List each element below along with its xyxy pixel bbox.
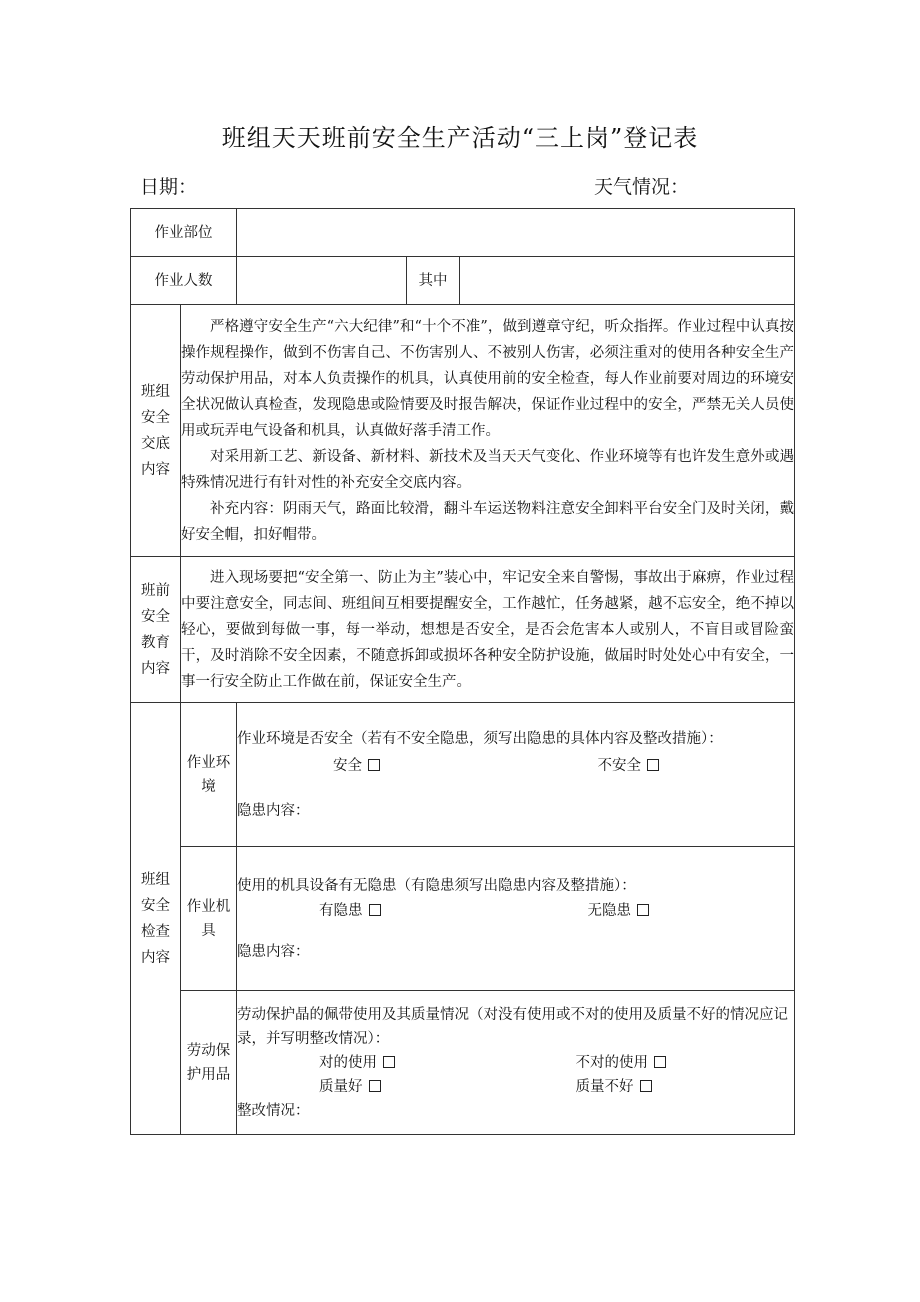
briefing-label: 班组 安全 交底 内容 — [131, 305, 181, 557]
safe-option[interactable]: 安全 — [237, 754, 530, 778]
education-paragraph: 进入现场要把“安全第一、防止为主”装心中，牢记安全来自警惕，事故出于麻痹，作业过程中要注意安全，同志间、班组间互相要提醒安全，工作越忙，任务越紧，越不忘安全，绝不掉以轻心，要做到每做一事，每一举动，想想是否安全，是否会危害本人或别人，不盲目或冒险蛮干，及时消除不安全因素，不随意拆卸或损坏各种安全防护设施，做届时时处处心中有安全，一事一行安全防止工作做在前，保证安全生产。 — [181, 569, 795, 690]
checkbox-icon[interactable] — [369, 904, 381, 916]
ppe-question: 劳动保护晶的佩带使用及其质量情况（对没有使用或不对的使用及质量不好的情况应记录，并写明整改情况）： — [237, 1006, 788, 1047]
environment-check — [237, 703, 795, 847]
checkbox-icon[interactable] — [647, 759, 659, 771]
machinery-check — [237, 847, 795, 991]
checkbox-icon[interactable] — [654, 1056, 666, 1068]
among-label: 其中 — [407, 257, 460, 305]
checkbox-icon[interactable] — [637, 904, 649, 916]
checkbox-icon[interactable] — [368, 759, 380, 771]
briefing-paragraph: 对采用新工艺、新设备、新材料、新技术及当天天气变化、作业环境等有也许发生意外或遇特殊情况进行有针对性的补充安全交底内容。 — [181, 448, 795, 491]
education-label: 班前 安全 教育 内容 — [131, 557, 181, 703]
incorrect-use-option[interactable]: 不对的使用 — [538, 1051, 795, 1075]
among-field[interactable] — [460, 257, 795, 305]
unsafe-option[interactable]: 不安全 — [530, 754, 795, 778]
machinery-label: 作业机 具 — [181, 847, 237, 991]
poor-quality-option[interactable]: 质量不好 — [538, 1075, 795, 1099]
environment-question: 作业环境是否安全（若有不安全隐患，须写出隐患的具体内容及整改措施）： — [237, 730, 723, 747]
page-title: 班组天天班前安全生产活动“三上岗”登记表 — [221, 124, 699, 152]
rectification-note: 整改情况： — [237, 1102, 310, 1119]
checkbox-icon[interactable] — [383, 1056, 395, 1068]
has-hazard-option[interactable]: 有隐患 — [237, 899, 526, 923]
date-label: 日期： — [140, 176, 198, 198]
briefing-paragraph: 严格遵守安全生产“六大纪律”和“十个不准”，做到遵章守纪，听众指挥。作业过程中认真按操作规程操作，做到不伤害自己、不伤害别人、不被别人伤害，必须注重对的使用各种安全生产劳动保护用品，对本人负责操作的机具，认真使用前的安全检查，每人作业前要对周边的环境安全状况做认真检查，发现隐患或险情要及时报告解决，保证作业过程中的安全，严禁无关人员使用或玩弄电气设备和机具，认真做好落手清工作。 — [181, 318, 795, 439]
machinery-question: 使用的机具设备有无隐患（有隐患须写出隐患内容及整措施）： — [237, 877, 636, 894]
checkbox-icon[interactable] — [640, 1080, 652, 1092]
checkbox-icon[interactable] — [369, 1080, 381, 1092]
briefing-content — [181, 305, 795, 557]
inspection-label: 班组 安全 检查 内容 — [131, 703, 181, 1135]
briefing-supplement: 补充内容：阴雨天气，路面比较滑，翻斗车运送物料注意安全卸料平台安全门及时关闭，戴好安全帽，扣好帽带。 — [181, 500, 795, 543]
headcount-label: 作业人数 — [131, 257, 237, 305]
correct-use-option[interactable]: 对的使用 — [237, 1051, 538, 1075]
environment-hazard-note: 隐患内容： — [237, 802, 310, 819]
education-content — [181, 557, 795, 703]
weather-label: 天气情况： — [594, 176, 690, 198]
work-location-field[interactable] — [237, 209, 795, 257]
ppe-label: 劳动保 护用品 — [181, 991, 237, 1135]
registration-form — [130, 208, 795, 1135]
work-location-label: 作业部位 — [131, 209, 237, 257]
environment-label: 作业环 境 — [181, 703, 237, 847]
good-quality-option[interactable]: 质量好 — [237, 1075, 538, 1099]
machinery-hazard-note: 隐患内容： — [237, 943, 310, 960]
ppe-check — [237, 991, 795, 1135]
no-hazard-option[interactable]: 无隐患 — [526, 899, 795, 923]
headcount-field[interactable] — [237, 257, 407, 305]
